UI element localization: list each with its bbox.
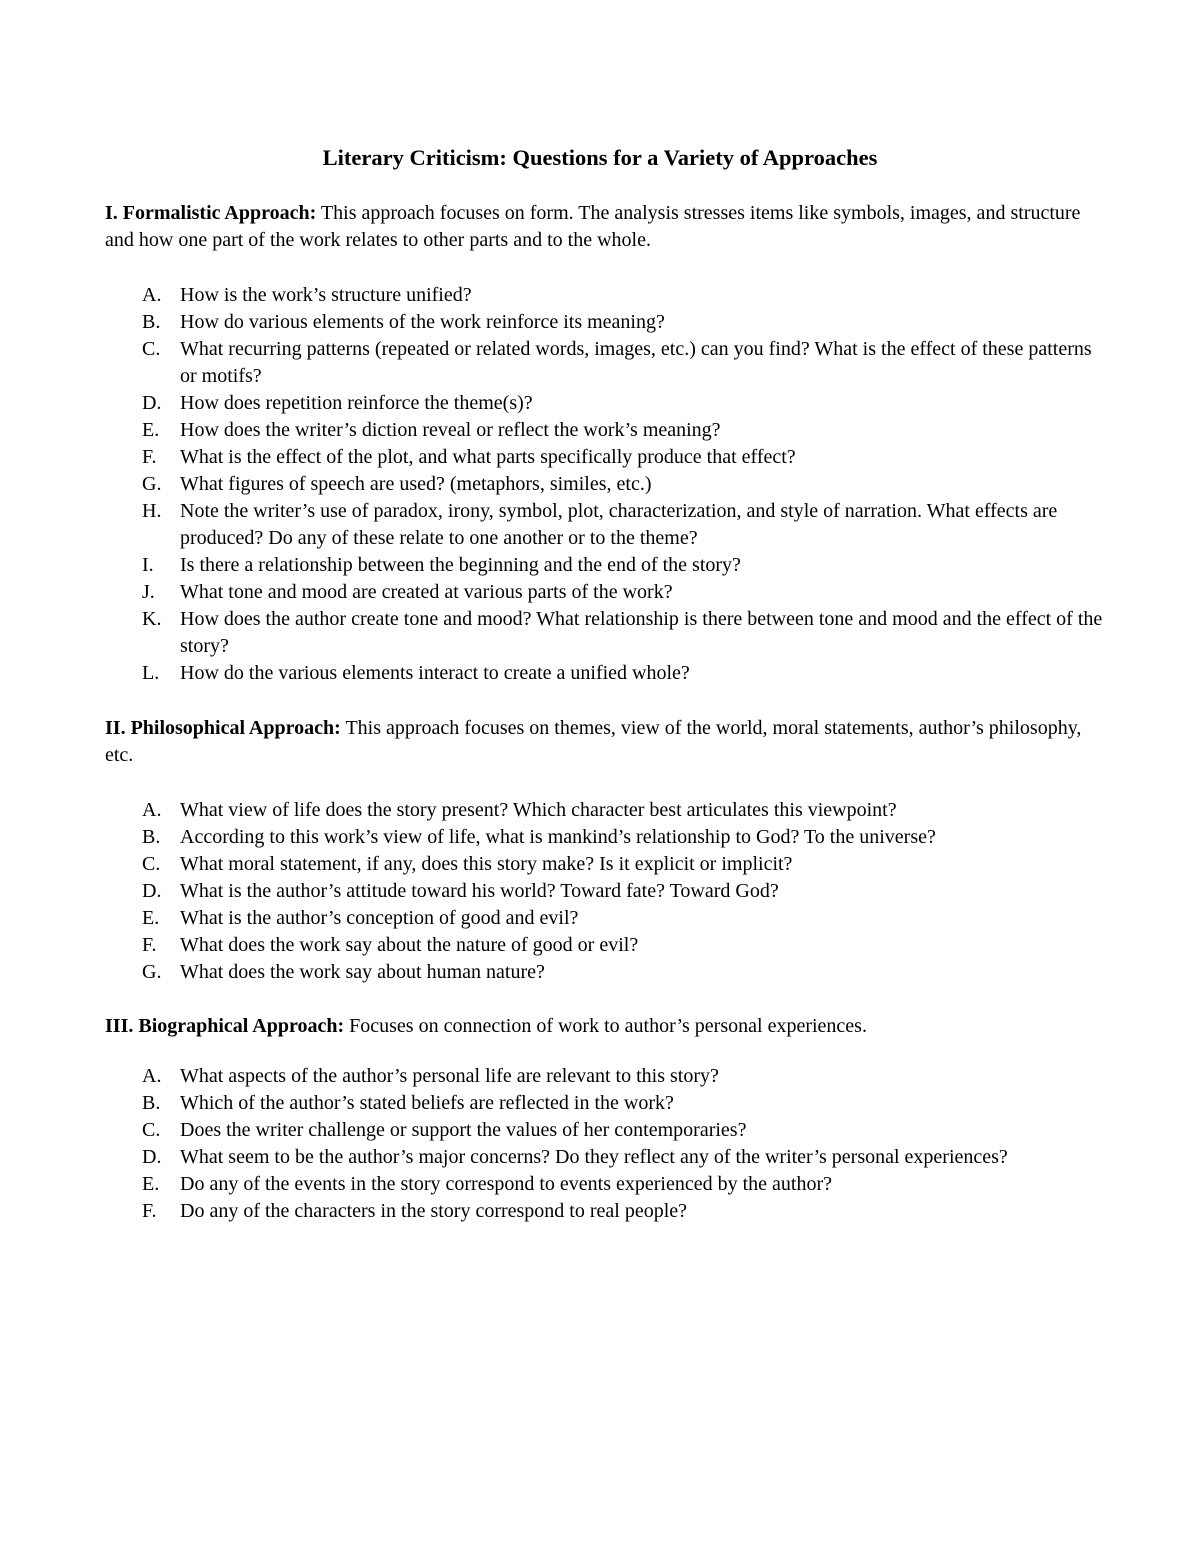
section-description: This approach focuses on form. The analysis stresses items like symbols, images, and structure and how one part of the work relates to other parts and to the whole. [105,202,1081,251]
item-text: What aspects of the author’s personal life are relevant to this story? [180,1065,719,1087]
section-description: This approach focuses on themes, view of the world, moral statements, author’s philosophy, etc. [105,717,1082,766]
item-letter: B. [142,1092,161,1114]
item-text: What figures of speech are used? (metaphors, similes, etc.) [180,473,652,495]
item-letter: A. [142,799,162,821]
list-item [105,851,1105,878]
item-text: What is the author’s conception of good and evil? [180,907,579,929]
item-letter: G. [142,961,162,983]
list-item [105,444,1105,471]
list-item [105,905,1105,932]
item-letter: A. [142,284,162,306]
item-text: How do various elements of the work reinforce its meaning? [180,311,665,333]
list-item [105,797,1105,824]
item-text: What does the work say about the nature of good or evil? [180,934,639,956]
section-heading: II. Philosophical Approach: [105,717,341,739]
item-letter: D. [142,1146,162,1168]
question-list [105,797,1105,986]
item-letter: C. [142,853,161,875]
item-text: What view of life does the story present? Which character best articulates this viewpoint? [180,799,897,821]
list-item [105,309,1105,336]
item-text: Does the writer challenge or support the values of her contemporaries? [180,1119,747,1141]
item-letter: E. [142,419,160,441]
item-letter: H. [142,500,162,522]
item-text: What moral statement, if any, does this story make? Is it explicit or implicit? [180,853,793,875]
list-item [105,417,1105,444]
list-item [105,959,1105,986]
item-letter: G. [142,473,162,495]
section-intro [105,715,1105,769]
item-letter: F. [142,446,157,468]
item-text: How is the work’s structure unified? [180,284,472,306]
item-letter: C. [142,338,161,360]
section-intro [105,1013,1105,1040]
list-item [105,282,1105,309]
list-item [105,1171,1105,1198]
item-text: What seem to be the author’s major concerns? Do they reflect any of the writer’s personal experiences? [180,1146,1008,1168]
section-heading: I. Formalistic Approach: [105,202,317,224]
item-text: What is the author’s attitude toward his world? Toward fate? Toward God? [180,880,779,902]
item-letter: D. [142,880,162,902]
section-heading: III. Biographical Approach: [105,1015,345,1037]
item-text: Do any of the characters in the story correspond to real people? [180,1200,688,1222]
list-item [105,1144,1105,1171]
item-letter: B. [142,311,161,333]
question-list [105,1063,1105,1225]
item-text: Note the writer’s use of paradox, irony, symbol, plot, characterization, and style of narration. What effects are produced? Do any of these relate to one another or to the theme? [180,500,1058,549]
document-title: Literary Criticism: Questions for a Variety of Approaches [322,145,878,170]
item-text: Is there a relationship between the beginning and the end of the story? [180,554,741,576]
item-text: How does the writer’s diction reveal or reflect the work’s meaning? [180,419,721,441]
list-item [105,552,1105,579]
item-text: How does repetition reinforce the theme(s)? [180,392,533,414]
item-letter: C. [142,1119,161,1141]
item-text: According to this work’s view of life, what is mankind’s relationship to God? To the universe? [180,826,936,848]
item-letter: F. [142,1200,157,1222]
item-text: Do any of the events in the story correspond to events experienced by the author? [180,1173,833,1195]
section-intro [105,200,1105,254]
item-letter: A. [142,1065,162,1087]
list-item [105,932,1105,959]
section-description: Focuses on connection of work to author’s personal experiences. [344,1015,867,1037]
item-text: What recurring patterns (repeated or related words, images, etc.) can you find? What is the effect of these patterns or motifs? [180,338,1092,387]
list-item [105,606,1105,660]
list-item [105,878,1105,905]
list-item [105,824,1105,851]
list-item [105,390,1105,417]
item-text: What is the effect of the plot, and what parts specifically produce that effect? [180,446,796,468]
item-letter: F. [142,934,157,956]
list-item [105,660,1105,687]
list-item [105,471,1105,498]
item-letter: E. [142,907,160,929]
list-item [105,498,1105,552]
item-letter: K. [142,608,162,630]
item-text: How do the various elements interact to create a unified whole? [180,662,690,684]
list-item [105,336,1105,390]
item-text: What does the work say about human nature? [180,961,545,983]
item-text: What tone and mood are created at various parts of the work? [180,581,673,603]
item-text: Which of the author’s stated beliefs are reflected in the work? [180,1092,674,1114]
item-text: How does the author create tone and mood? What relationship is there between tone and mood and the effect of the story? [180,608,1103,657]
list-item [105,1090,1105,1117]
list-item [105,1117,1105,1144]
item-letter: D. [142,392,162,414]
item-letter: J. [142,581,155,603]
section-formalistic [105,200,1105,687]
item-letter: I. [142,554,154,576]
list-item [105,1063,1105,1090]
question-list [105,282,1105,687]
item-letter: B. [142,826,161,848]
item-letter: L. [142,662,160,684]
item-letter: E. [142,1173,160,1195]
section-philosophical [105,715,1105,986]
list-item [105,1198,1105,1225]
section-biographical [105,1013,1105,1225]
list-item [105,579,1105,606]
